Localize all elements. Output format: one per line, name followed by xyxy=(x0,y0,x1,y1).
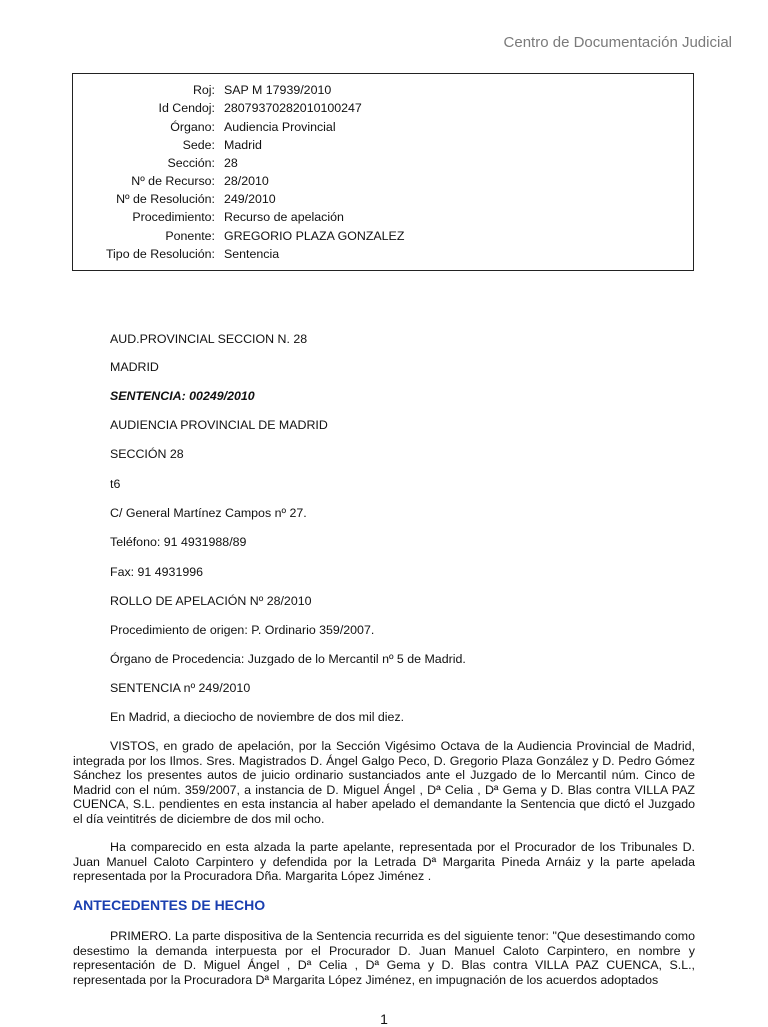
date-line: En Madrid, a dieciocho de noviembre de dos mil diez. xyxy=(110,710,405,724)
paragraph-vistos: VISTOS, en grado de apelación, por la Sección Vigésimo Octava de la Audiencia Provincial de Madrid, integrada por los Ilmos. Sres. Magistrados D. Ángel Galgo Peco, D. Gregorio Plaza González y D. Pedro Gómez Sánchez los presentes autos de juicio ordinario sustanciados ante el Juzgado de lo Mercantil núm. Cinco de Madrid con el núm. 359/2007, a instancia de D. Miguel Ángel , Dª Celia , Dª Gema y D. Blas contra VILLA PAZ CUENCA, S.L. pendientes en esta instancia al haber apelado el demandante la Sentencia que dictó el Juzgado el día veintitrés de diciembre de dos mil ocho. xyxy=(73,739,695,826)
address-line: C/ General Martínez Campos nº 27. xyxy=(110,506,307,520)
paragraph-comparecido: Ha comparecido en esta alzada la parte apelante, representada por el Procurador de los Tribunales D. Juan Manuel Caloto Carpintero y defendida por la Letrada Dª Margarita Pineda Arnáiz y la parte apelada representada por la Procuradora Dña. Margarita López Jiménez . xyxy=(73,840,695,883)
city-line: MADRID xyxy=(110,360,159,374)
meta-row-id-cendoj xyxy=(73,99,693,117)
meta-row-tipo-resolucion xyxy=(73,245,693,263)
court-name-line: AUDIENCIA PROVINCIAL DE MADRID xyxy=(110,418,328,432)
meta-row-seccion xyxy=(73,154,693,172)
meta-row-organo xyxy=(73,118,693,136)
meta-value: 249/2010 xyxy=(224,192,276,206)
meta-row-resolucion xyxy=(73,190,693,208)
meta-value: 28/2010 xyxy=(224,174,269,188)
code-line: t6 xyxy=(110,477,121,491)
section-line: SECCIÓN 28 xyxy=(110,447,184,461)
metadata-box xyxy=(72,73,694,271)
meta-key: Nº de Recurso: xyxy=(131,174,215,188)
meta-value: Madrid xyxy=(224,138,262,152)
meta-value: SAP M 17939/2010 xyxy=(224,83,332,97)
meta-key: Órgano: xyxy=(170,120,215,134)
meta-value: Recurso de apelación xyxy=(224,210,344,224)
meta-key: Ponente: xyxy=(165,229,215,243)
page-number: 1 xyxy=(380,1011,388,1027)
sentence-line: SENTENCIA nº 249/2010 xyxy=(110,681,251,695)
fax-line: Fax: 91 4931996 xyxy=(110,565,204,579)
paragraph-primero: PRIMERO. La parte dispositiva de la Sentencia recurrida es del siguiente tenor: "Que desestimando como desestimo la demanda interpuesta por el Procurador D. Juan Manuel Caloto Carpintero, en nombre y representación de D. Miguel Ángel , Dª Celia , Dª Gema y D. Blas contra VILLA PAZ CUENCA, S.L., representada por la Procuradora Dª Margarita López Jiménez, en impugnación de los acuerdos adoptados xyxy=(73,929,695,987)
meta-row-roj xyxy=(73,81,693,99)
origin-procedure-line: Procedimiento de origen: P. Ordinario 359/2007. xyxy=(110,623,375,637)
meta-value: 28 xyxy=(224,156,238,170)
meta-key: Roj: xyxy=(192,83,215,97)
header-title: Centro de Documentación Judicial xyxy=(503,34,732,51)
meta-value: GREGORIO PLAZA GONZALEZ xyxy=(224,229,405,243)
section-heading: ANTECEDENTES DE HECHO xyxy=(73,897,266,913)
meta-key: Procedimiento: xyxy=(132,210,215,224)
meta-value: Sentencia xyxy=(224,247,280,261)
meta-row-sede xyxy=(73,136,693,154)
meta-row-recurso xyxy=(73,172,693,190)
court-section-line: AUD.PROVINCIAL SECCION N. 28 xyxy=(110,332,308,346)
origin-court-line: Órgano de Procedencia: Juzgado de lo Mercantil nº 5 de Madrid. xyxy=(110,652,466,666)
meta-key: Id Cendoj: xyxy=(158,101,215,115)
appeal-roll-line: ROLLO DE APELACIÓN Nº 28/2010 xyxy=(110,594,312,608)
meta-key: Sede: xyxy=(182,138,215,152)
meta-value: 28079370282010100247 xyxy=(224,101,362,115)
meta-key: Sección: xyxy=(167,156,215,170)
meta-key: Nº de Resolución: xyxy=(116,192,215,206)
phone-line: Teléfono: 91 4931988/89 xyxy=(110,535,247,549)
meta-value: Audiencia Provincial xyxy=(224,120,336,134)
meta-key: Tipo de Resolución: xyxy=(105,247,215,261)
sentence-number-heading: SENTENCIA: 00249/2010 xyxy=(110,389,255,403)
meta-row-procedimiento xyxy=(73,208,693,226)
meta-row-ponente xyxy=(73,227,693,245)
